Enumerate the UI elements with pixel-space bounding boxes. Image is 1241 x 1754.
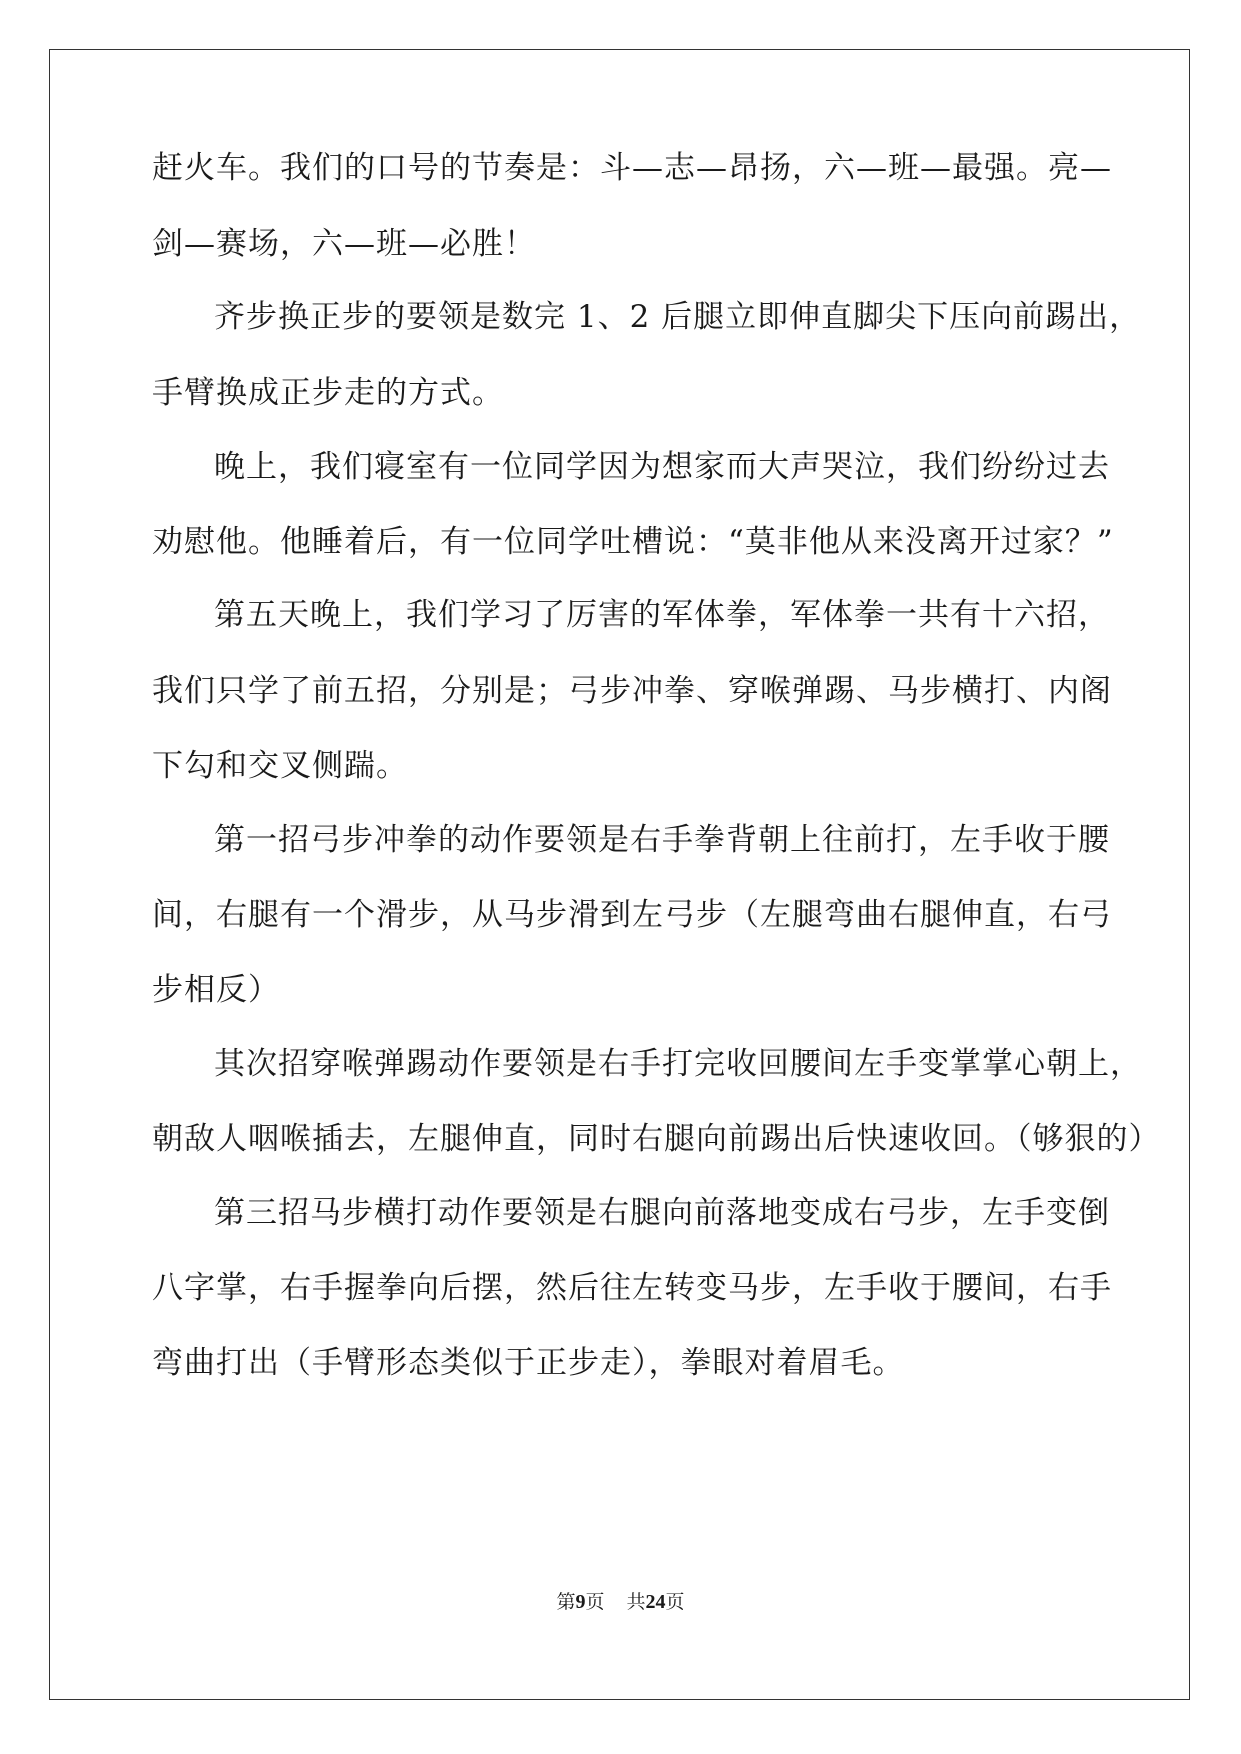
- body-text-line: 第一招弓步冲拳的动作要领是右手拳背朝上往前打，左手收于腰: [214, 822, 1110, 858]
- body-text-line: 赶火车。我们的口号的节奏是：斗—志—昂扬，六—班—最强。亮—: [152, 150, 1112, 186]
- body-text-line: 步相反）: [152, 972, 280, 1008]
- page-suffix: 页: [585, 1591, 605, 1613]
- body-text-line: 劝慰他。他睡着后，有一位同学吐槽说：“莫非他从来没离开过家？”: [152, 524, 1114, 560]
- page-footer: [0, 1590, 1241, 1614]
- body-text-line: 晚上，我们寝室有一位同学因为想家而大声哭泣，我们纷纷过去: [214, 449, 1110, 485]
- body-text-line: 朝敌人咽喉插去，左腿伸直，同时右腿向前踢出后快速收回。（够狠的）: [152, 1121, 1161, 1157]
- body-text-line: 手臂换成正步走的方式。: [152, 375, 504, 411]
- body-text-line: 弯曲打出（手臂形态类似于正步走），拳眼对着眉毛。: [152, 1345, 905, 1381]
- body-text-line: 剑—赛场，六—班—必胜！: [152, 226, 536, 262]
- body-text-line: 第三招马步横打动作要领是右腿向前落地变成右弓步，左手变倒: [214, 1195, 1110, 1231]
- body-text-line: 齐步换正步的要领是数完 1、2 后腿立即伸直脚尖下压向前踢出，: [214, 299, 1142, 335]
- page-number: 9: [575, 1591, 586, 1613]
- body-text-line: 间，右腿有一个滑步，从马步滑到左弓步（左腿弯曲右腿伸直，右弓: [152, 897, 1112, 933]
- body-text-line: 下勾和交叉侧踹。: [152, 748, 408, 784]
- page-prefix: 第: [556, 1591, 576, 1613]
- body-text-line: 我们只学了前五招，分别是；弓步冲拳、穿喉弹踢、马步横打、内阁: [152, 673, 1112, 709]
- total-pages: 24: [645, 1591, 666, 1613]
- total-suffix: 页: [665, 1591, 685, 1613]
- total-prefix: 共: [626, 1591, 646, 1613]
- body-text-line: 第五天晚上，我们学习了厉害的军体拳，军体拳一共有十六招，: [214, 597, 1110, 633]
- body-text-line: 其次招穿喉弹踢动作要领是右手打完收回腰间左手变掌掌心朝上，: [214, 1046, 1142, 1082]
- body-text-line: 八字掌，右手握拳向后摆，然后往左转变马步，左手收于腰间，右手: [152, 1270, 1112, 1306]
